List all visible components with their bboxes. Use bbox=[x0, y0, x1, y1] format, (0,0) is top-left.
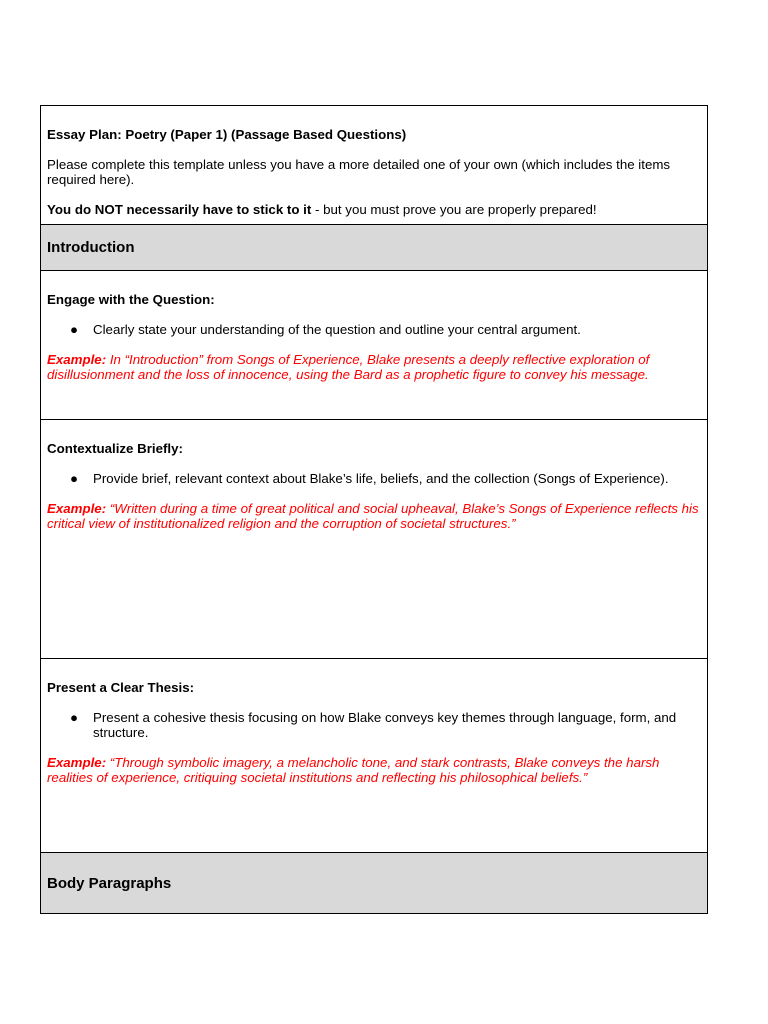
bullet-icon: ● bbox=[70, 322, 79, 337]
engage-example-text: In “Introduction” from Songs of Experience, Blake presents a deeply reflective exploration of disillusionment and the loss of innocence, using the Bard as a prophetic figure to convey his message. bbox=[47, 352, 650, 382]
engage-bullet bbox=[47, 322, 701, 337]
contextualize-bullet-text: Provide brief, relevant context about Blake’s life, beliefs, and the collection (Songs of Experience). bbox=[93, 471, 669, 486]
thesis-example bbox=[47, 755, 701, 785]
essay-plan-table bbox=[40, 105, 708, 914]
contextualize-example bbox=[47, 501, 701, 531]
thesis-bullet-text: Present a cohesive thesis focusing on how Blake conveys key themes through language, form, and structure. bbox=[93, 710, 677, 740]
engage-example bbox=[47, 352, 701, 382]
contextualize-example-text: “Written during a time of great political and social upheaval, Blake’s Songs of Experience reflects his critical view of institutionalized religion and the corruption of societal structures.” bbox=[47, 501, 699, 531]
thesis-cell bbox=[41, 659, 707, 853]
bullet-icon: ● bbox=[70, 710, 79, 725]
example-label: Example: bbox=[47, 501, 107, 516]
prep-note-bold: You do NOT necessarily have to stick to it bbox=[47, 202, 312, 217]
body-paragraphs-section-header bbox=[41, 853, 707, 913]
thesis-heading: Present a Clear Thesis: bbox=[47, 680, 195, 695]
bullet-icon: ● bbox=[70, 471, 79, 486]
contextualize-cell bbox=[41, 420, 707, 659]
example-label: Example: bbox=[47, 352, 107, 367]
thesis-example-text: “Through symbolic imagery, a melancholic tone, and stark contrasts, Blake conveys the harsh realities of experience, critiquing societal institutions and reflecting his philosophical beliefs.” bbox=[47, 755, 660, 785]
prep-note bbox=[47, 202, 701, 217]
contextualize-bullet bbox=[47, 471, 701, 486]
engage-bullet-text: Clearly state your understanding of the question and outline your central argument. bbox=[93, 322, 581, 337]
body-paragraphs-title: Body Paragraphs bbox=[47, 874, 172, 892]
document-title: Essay Plan: Poetry (Paper 1) (Passage Based Questions) bbox=[47, 127, 407, 142]
engage-question-cell bbox=[41, 271, 707, 420]
introduction-title: Introduction bbox=[47, 239, 135, 256]
example-label: Example: bbox=[47, 755, 107, 770]
introduction-section-header bbox=[41, 225, 707, 271]
thesis-bullet bbox=[47, 710, 701, 740]
instructions-text: Please complete this template unless you have a more detailed one of your own (which includes the items required here). bbox=[47, 157, 671, 187]
header-cell bbox=[41, 106, 707, 225]
engage-heading: Engage with the Question: bbox=[47, 292, 215, 307]
prep-note-rest: - but you must prove you are properly prepared! bbox=[311, 202, 597, 217]
contextualize-heading: Contextualize Briefly: bbox=[47, 441, 183, 456]
